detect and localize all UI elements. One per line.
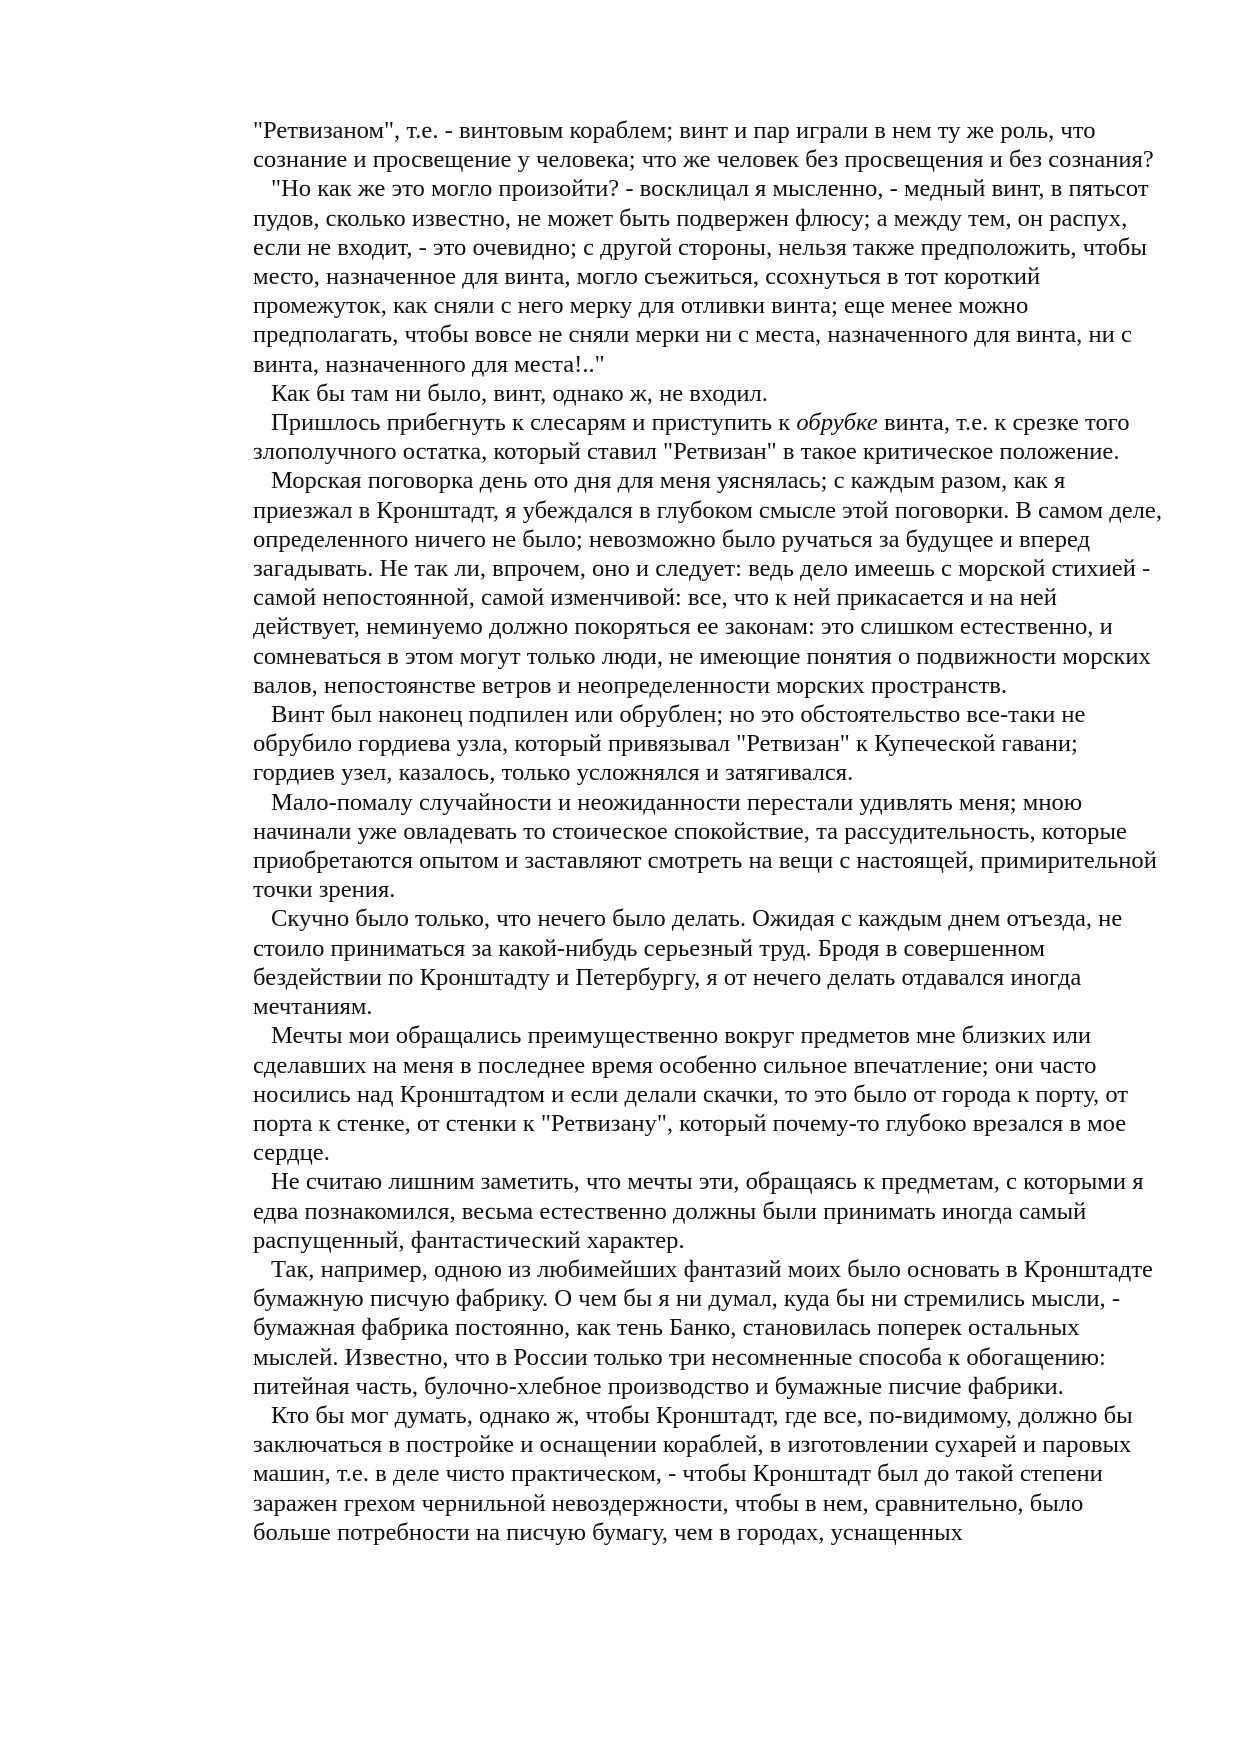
paragraph: Как бы там ни было, винт, однако ж, не входил. bbox=[271, 379, 768, 407]
paragraph: Кто бы мог думать, однако ж, чтобы Кронштадт, где все, по-видимому, должно бы заключаться в постройке и оснащении кораблей, в изготовлении сухарей и паровых машин, т.е. в деле чисто практическом, - чтобы Кронштадт был до такой степени заражен грехом чернильной невоздержности, чтобы в нем, сравнительно, было больше потребности на писчую бумагу, чем в городах, уснащенных bbox=[253, 1401, 1133, 1546]
emphasized-word: обрубке bbox=[796, 409, 878, 437]
paragraph: Винт был наконец подпилен или обрублен; но это обстоятельство все-таки не обрубило гордиева узла, который привязывал "Ретвизан" к Купеческой гавани; гордиев узел, казалось, только усложнялся и затягивался. bbox=[253, 701, 1086, 787]
paragraph: "Ретвизаном", т.е. - винтовым кораблем; винт и пар играли в нем ту же роль, что сознание и просвещение у человека; что же человек без просвещения и без сознания? bbox=[253, 117, 1154, 174]
paragraph-text: винта, т.е. к срезке того злополучного остатка, который ставил "Ретвизан" в такое критическое положение. bbox=[253, 409, 1130, 466]
paragraph: Скучно было только, что нечего было делать. Ожидая с каждым днем отъезда, не стоило приниматься за какой-нибудь серьезный труд. Бродя в совершенном бездействии по Кронштадту и Петербургу, я от нечего делать отдавался иногда мечтаниям. bbox=[253, 905, 1123, 1021]
paragraph bbox=[253, 408, 1163, 466]
paragraph: Мечты мои обращались преимущественно вокруг предметов мне близких или сделавших на меня в последнее время особенно сильное впечатление; они часто носились над Кронштадтом и если делали скачки, то это было от города к порту, от порта к стенке, от стенки к "Ретвизану", который почему-то глубоко врезался в мое сердце. bbox=[253, 1022, 1129, 1167]
paragraph: Морская поговорка день ото дня для меня уяснялась; с каждым разом, как я приезжал в Кронштадт, я убеждался в глубоком смысле этой поговорки. В самом деле, определенного ничего не было; невозможно было ручаться за будущее и вперед загадывать. Не так ли, впрочем, оно и следует: ведь дело имеешь с морской стихией - самой непостоянной, самой изменчивой: все, что к ней прикасается и на ней действует, неминуемо должно покоряться ее законам: это слишком естественно, и сомневаться в этом могут только люди, не имеющие понятия о подвижности морских валов, непостоянстве ветров и неопределенности морских пространств. bbox=[253, 467, 1162, 699]
paragraph: Так, например, одною из любимейших фантазий моих было основать в Кронштадте бумажную писчую фабрику. О чем бы я ни думал, куда бы ни стремились мысли, - бумажная фабрика постоянно, как тень Банко, становилась поперек остальных мыслей. Известно, что в России только три несомненные способа к обогащению: питейная часть, булочно-хлебное производство и бумажные писчие фабрики. bbox=[253, 1255, 1153, 1400]
paragraph: Мало-помалу случайности и неожиданности перестали удивлять меня; мною начинали уже овладевать то стоическое спокойствие, та рассудительность, которые приобретаются опытом и заставляют смотреть на вещи с настоящей, примирительной точки зрения. bbox=[253, 788, 1157, 904]
paragraph-text: Пришлось прибегнуть к слесарям и приступить к bbox=[271, 409, 797, 437]
body-text bbox=[253, 116, 1163, 1547]
paragraph: Не считаю лишним заметить, что мечты эти, обращаясь к предметам, с которыми я едва познакомился, весьма естественно должны были принимать иногда самый распущенный, фантастический характер. bbox=[253, 1168, 1144, 1254]
paragraph: "Но как же это могло произойти? - восклицал я мысленно, - медный винт, в пятьсот пудов, сколько известно, не может быть подвержен флюсу; а между тем, он распух, если не входит, - это очевидно; с другой стороны, нельзя также предположить, чтобы место, назначенное для винта, могло съежиться, ссохнуться в тот короткий промежуток, как сняли с него мерку для отливки винта; еще менее можно предполагать, чтобы вовсе не сняли мерки ни с места, назначенного для винта, ни с винта, назначенного для места!.." bbox=[253, 175, 1149, 378]
